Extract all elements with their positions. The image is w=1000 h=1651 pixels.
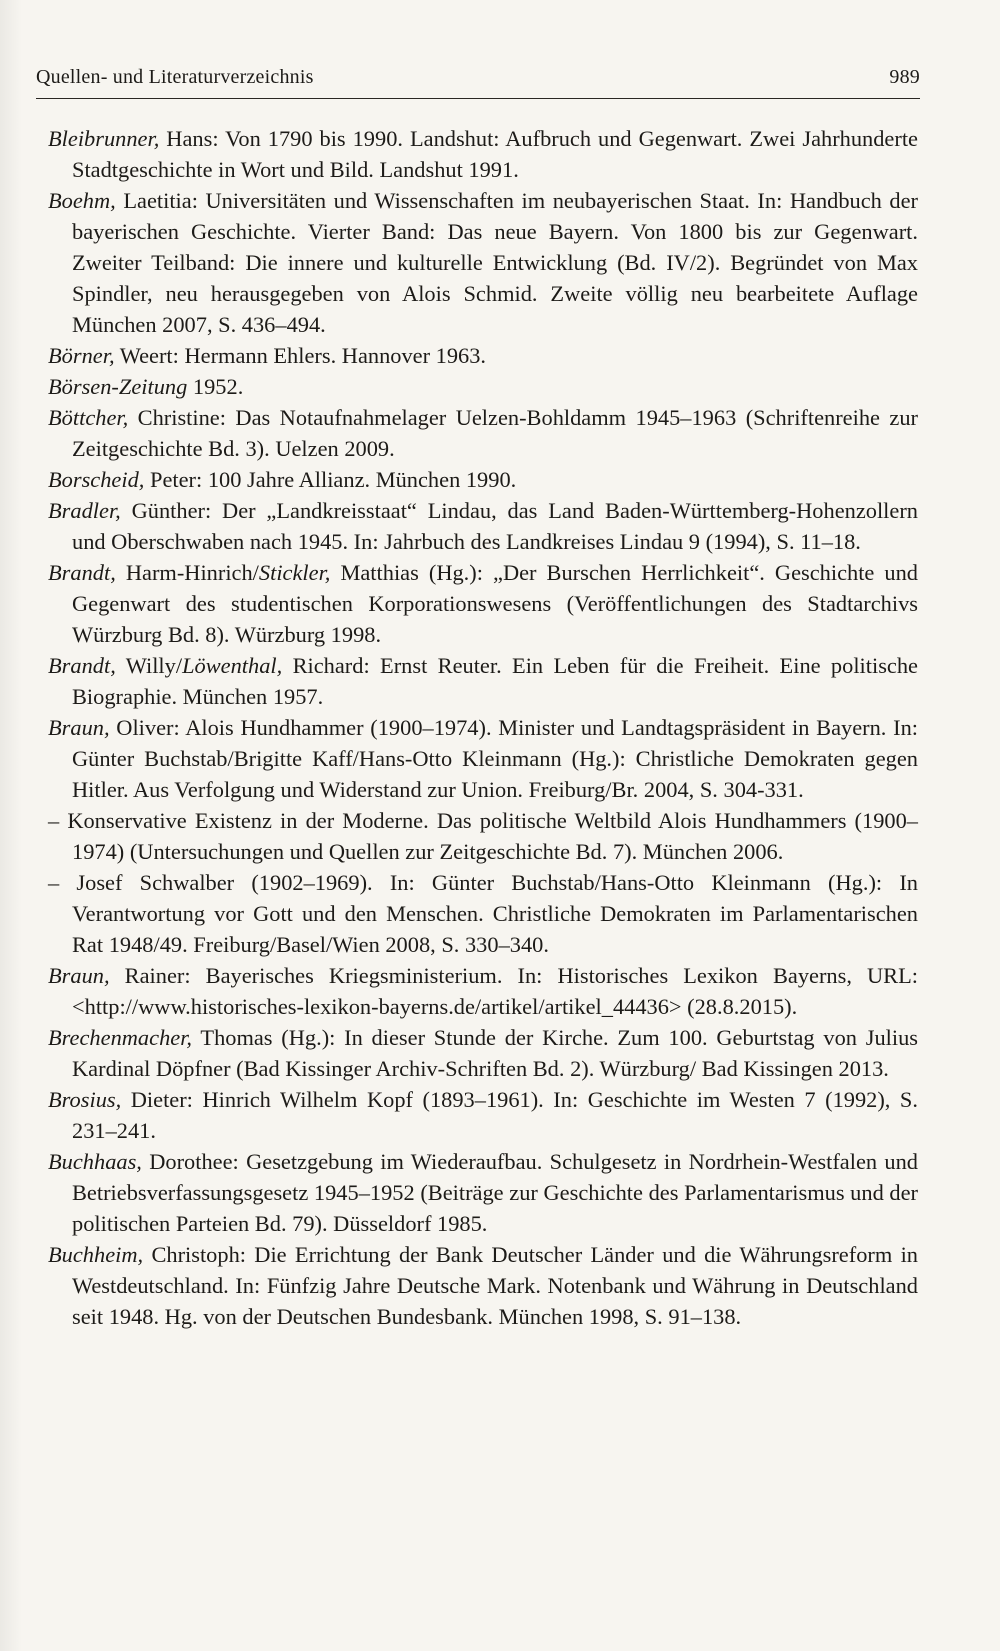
bibliography-entry <box>48 1146 918 1239</box>
entry-text: Richard: Ernst Reuter. Ein Leben für die Freiheit. Eine politische Biographie. München 1957. <box>72 653 918 709</box>
entry-text: Hans: Von 1790 bis 1990. Landshut: Aufbruch und Gegenwart. Zwei Jahrhunderte Stadtgeschichte in Wort und Bild. Landshut 1991. <box>72 126 918 182</box>
entry-text: Harm-Hinrich/ <box>115 560 259 585</box>
bibliography-entry <box>48 371 918 402</box>
page-number: 989 <box>889 66 920 88</box>
entry-author: Boehm, <box>48 188 116 213</box>
bibliography-entry <box>48 867 918 960</box>
entry-author: Bradler, <box>48 498 121 523</box>
entry-text: Laetitia: Universitäten und Wissenschaften im neubayerischen Staat. In: Handbuch der bayerischen Geschichte. Vierter Band: Das neue Bayern. Von 1800 bis zur Gegenwart. Zweiter Teilband: Die innere und kulturelle Entwicklung (Bd. IV/2). Begründet von Max Spindler, neu herausgegeben von Alois Schmid. Zweite völlig neu bearbeitete Auflage München 2007, S. 436–494. <box>72 188 918 337</box>
entry-text: Willy/ <box>115 653 183 678</box>
header-rule <box>36 98 920 99</box>
running-head-title: Quellen- und Literaturverzeichnis <box>36 66 314 88</box>
bibliography-entry <box>48 1239 918 1332</box>
entry-text: Oliver: Alois Hundhammer (1900–1974). Minister und Landtagspräsident in Bayern. In: Günter Buchstab/Brigitte Kaff/Hans-Otto Kleinmann (Hg.): Christliche Demokraten gegen Hitler. Aus Verfolgung und Widerstand zur Union. Freiburg/Br. 2004, S. 304-331. <box>72 715 918 802</box>
bibliography-entry <box>48 650 918 712</box>
entry-dash: – <box>48 808 60 833</box>
entry-author: Buchheim, <box>48 1242 144 1267</box>
bibliography-entry <box>48 960 918 1022</box>
entry-coauthor: Löwenthal, <box>182 653 283 678</box>
entry-text: Günther: Der „Landkreisstaat“ Lindau, das Land Baden-Württemberg-Hohenzollern und Oberschwaben nach 1945. In: Jahrbuch des Landkreises Lindau 9 (1994), S. 11–18. <box>72 498 918 554</box>
entry-author: Buchhaas, <box>48 1149 142 1174</box>
entry-text: Rainer: Bayerisches Kriegsministerium. In: Historisches Lexikon Bayerns, URL: <http://www.historisches-lexikon-bayerns.de/artikel/artikel_44436> (28.8.2015). <box>72 963 918 1019</box>
entry-text: Weert: Hermann Ehlers. Hannover 1963. <box>114 343 487 368</box>
entry-text: Thomas (Hg.): In dieser Stunde der Kirche. Zum 100. Geburtstag von Julius Kardinal Döpfner (Bad Kissinger Archiv-Schriften Bd. 2). Würzburg/ Bad Kissingen 2013. <box>72 1025 918 1081</box>
bibliography-list <box>48 123 918 1332</box>
entry-author: Brandt, <box>48 560 116 585</box>
entry-author: Brandt, <box>48 653 116 678</box>
entry-author: Bleibrunner, <box>48 126 160 151</box>
entry-text: Peter: 100 Jahre Allianz. München 1990. <box>144 467 517 492</box>
entry-text: Matthias (Hg.): „Der Burschen Herrlichkeit“. Geschichte und Gegenwart des studentischen Korporationswesens (Veröffentlichungen des Stadtarchivs Würzburg Bd. 8). Würzburg 1998. <box>72 560 919 647</box>
entry-text: Josef Schwalber (1902–1969). In: Günter Buchstab/Hans-Otto Kleinmann (Hg.): In Verantwortung vor Gott und den Menschen. Christliche Demokraten im Parlamentarischen Rat 1948/49. Freiburg/Basel/Wien 2008, S. 330–340. <box>59 870 918 957</box>
entry-author: Braun, <box>48 715 110 740</box>
bibliography-entry <box>48 464 918 495</box>
running-head <box>36 66 920 100</box>
bibliography-entry <box>48 402 918 464</box>
entry-author: Brechenmacher, <box>48 1025 193 1050</box>
entry-author: Borscheid, <box>48 467 145 492</box>
entry-author: Börsen-Zeitung <box>48 374 188 399</box>
entry-author: Börner, <box>48 343 115 368</box>
bibliography-entry <box>48 1084 918 1146</box>
bibliography-entry <box>48 340 918 371</box>
entry-author: Braun, <box>48 963 110 988</box>
entry-coauthor: Stickler, <box>258 560 331 585</box>
bibliography-entry <box>48 557 918 650</box>
bibliography-entry <box>48 1022 918 1084</box>
entry-dash: – <box>48 870 60 895</box>
bibliography-entry <box>48 123 918 185</box>
entry-text: Konservative Existenz in der Moderne. Das politische Weltbild Alois Hundhammers (1900–1974) (Untersuchungen und Quellen zur Zeitgeschichte Bd. 7). München 2006. <box>59 808 918 864</box>
entry-author: Brosius, <box>48 1087 122 1112</box>
bibliography-entry <box>48 712 918 805</box>
bibliography-entry <box>48 495 918 557</box>
entry-text: Christoph: Die Errichtung der Bank Deutscher Länder und die Währungsreform in Westdeutschland. In: Fünfzig Jahre Deutsche Mark. Notenbank und Währung in Deutschland seit 1948. Hg. von der Deutschen Bundesbank. München 1998, S. 91–138. <box>72 1242 918 1329</box>
entry-text: Dieter: Hinrich Wilhelm Kopf (1893–1961). In: Geschichte im Westen 7 (1992), S. 231–241. <box>72 1087 918 1143</box>
entry-text: Dorothee: Gesetzgebung im Wiederaufbau. Schulgesetz in Nordrhein-Westfalen und Betriebsverfassungsgesetz 1945–1952 (Beiträge zur Geschichte des Parlamentarismus und der politischen Parteien Bd. 79). Düsseldorf 1985. <box>72 1149 918 1236</box>
bibliography-entry <box>48 805 918 867</box>
entry-author: Böttcher, <box>48 405 129 430</box>
entry-text: 1952. <box>187 374 244 399</box>
entry-text: Christine: Das Notaufnahmelager Uelzen-Bohldamm 1945–1963 (Schriftenreihe zur Zeitgeschichte Bd. 3). Uelzen 2009. <box>72 405 918 461</box>
bibliography-entry <box>48 185 918 340</box>
